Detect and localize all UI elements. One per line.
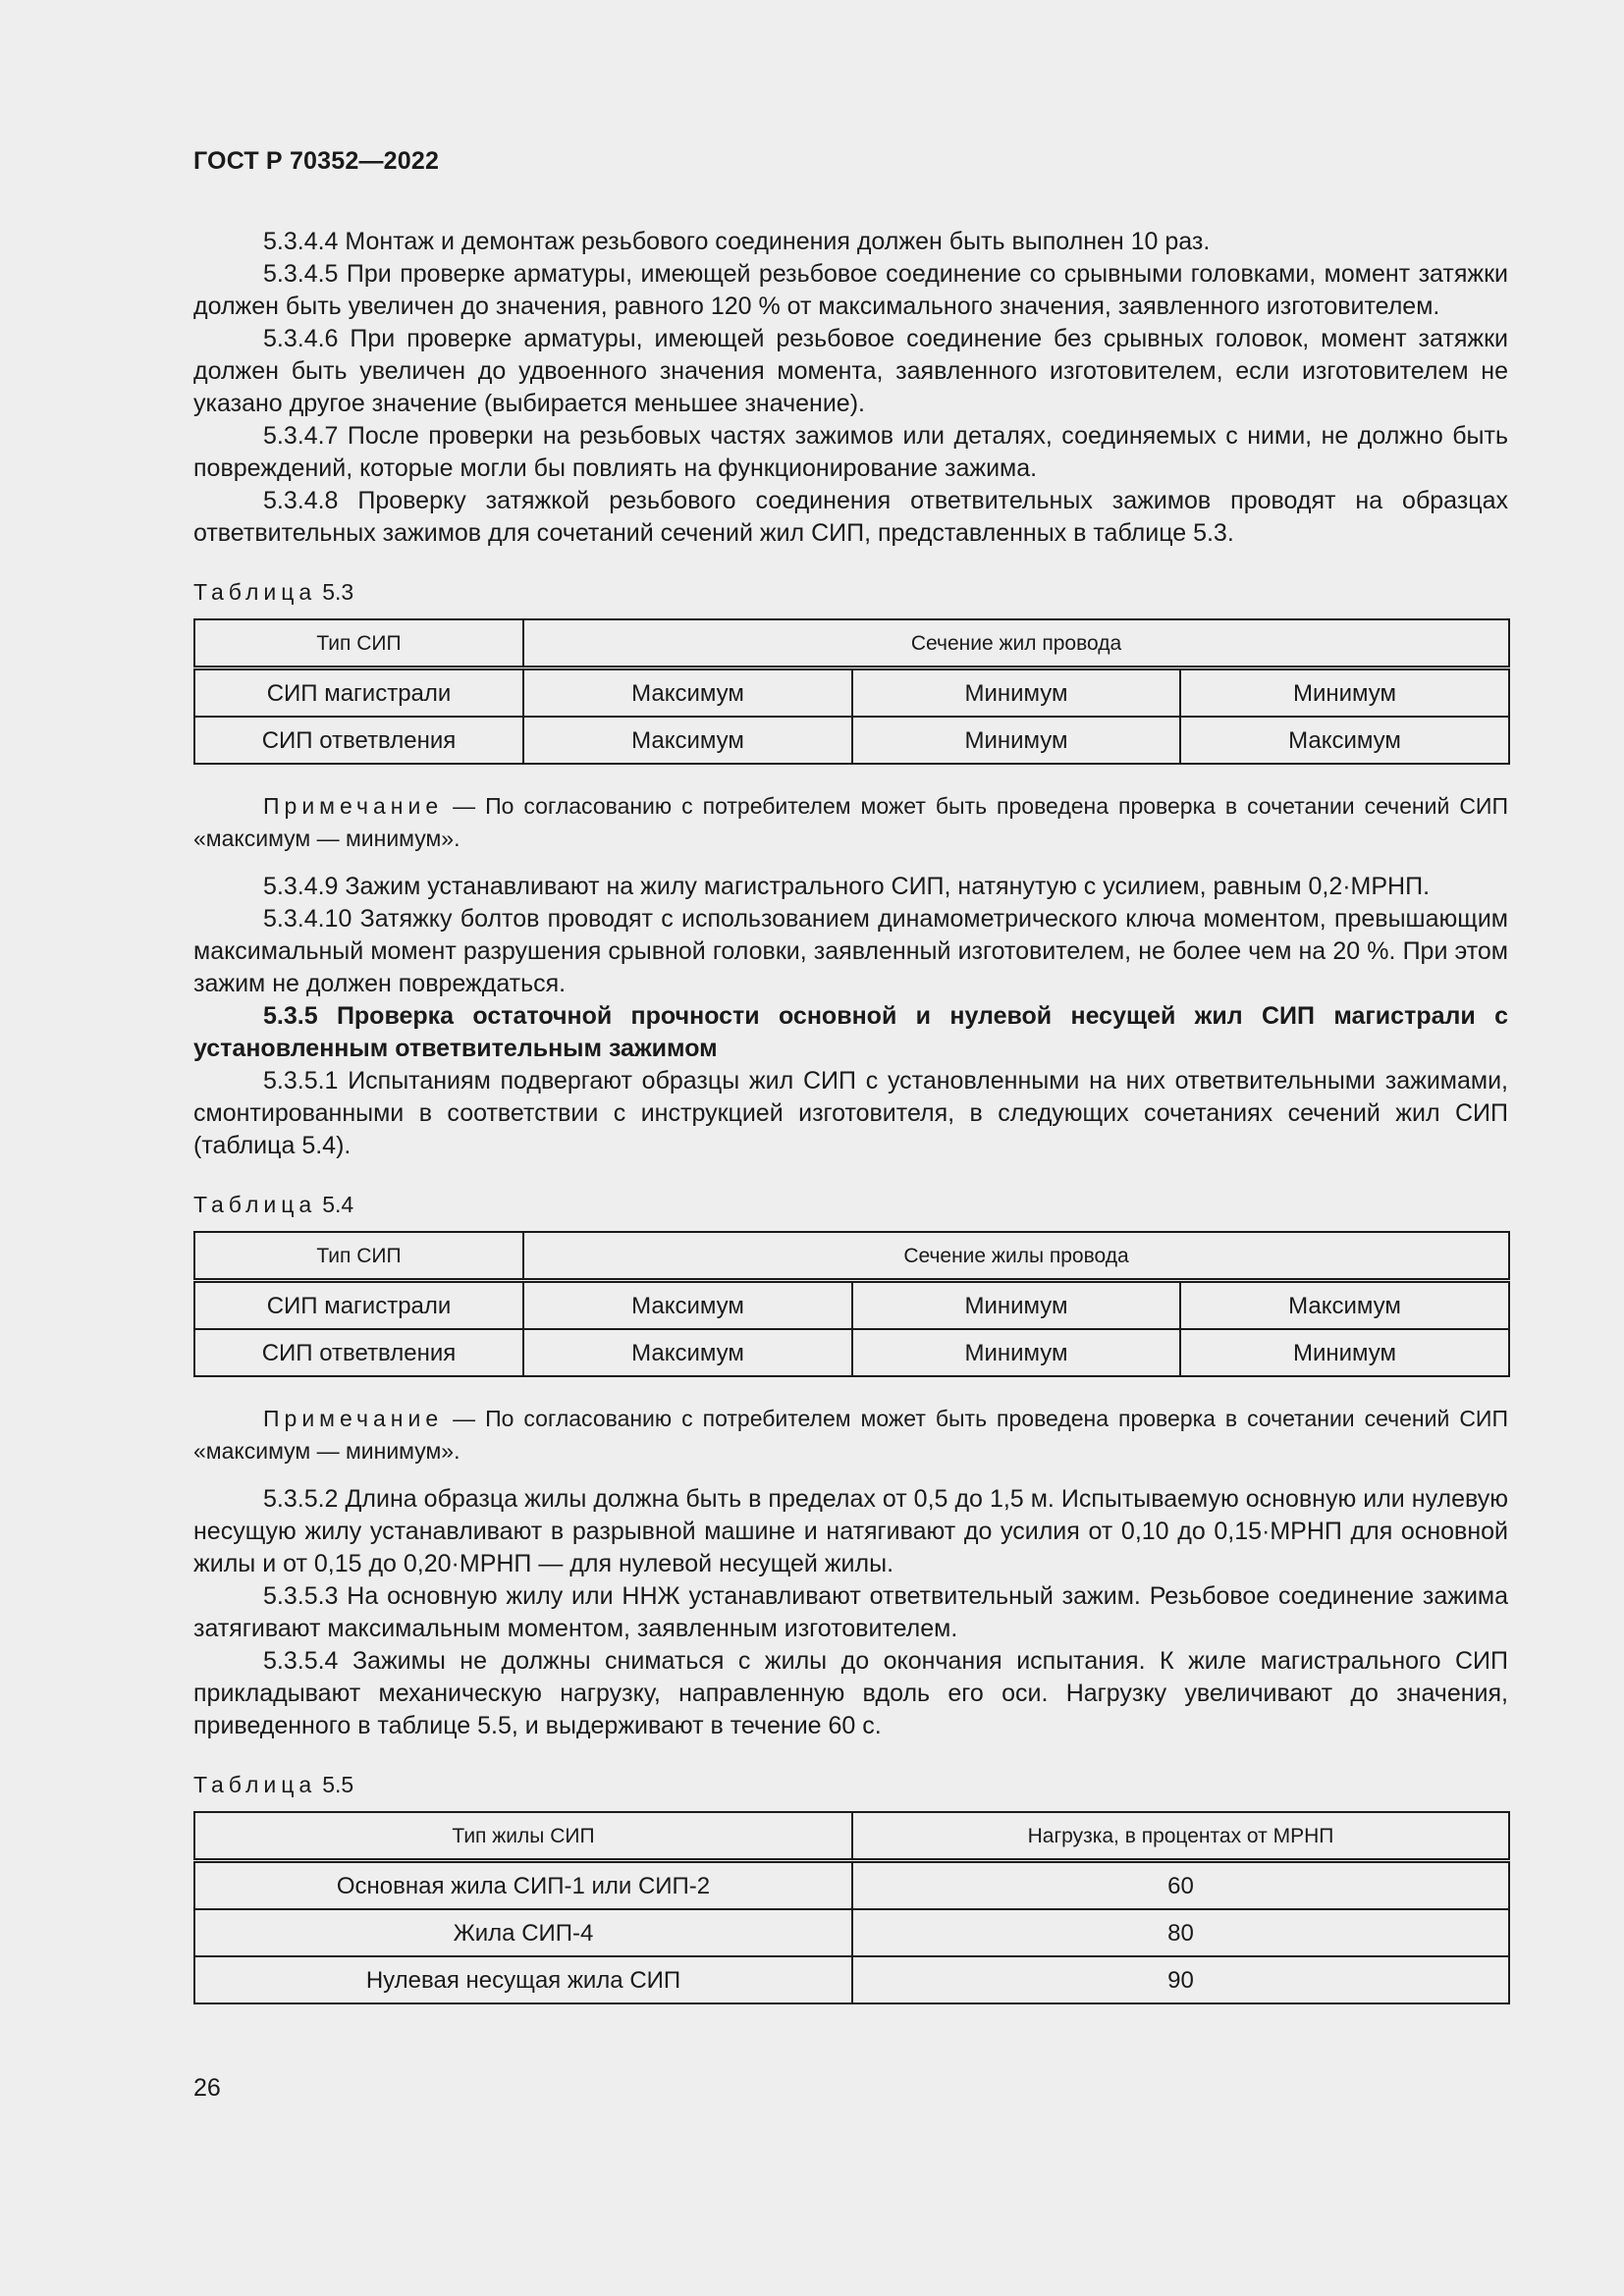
table-header-row — [194, 619, 1509, 668]
paragraph-5-3-4-4: 5.3.4.4 Монтаж и демонтаж резьбового соединения должен быть выполнен 10 раз. — [263, 228, 1211, 255]
document-header-title: ГОСТ Р 70352—2022 — [193, 147, 440, 175]
table-header-cell: Тип СИП — [194, 619, 523, 668]
table-5-3 — [193, 618, 1510, 765]
table-caption-number: 5.5 — [322, 1772, 354, 1797]
table-cell: 90 — [852, 1956, 1509, 2003]
note-label: Примечание — [263, 1406, 444, 1431]
document-body — [193, 226, 1508, 2004]
paragraph-5-3-4-9: 5.3.4.9 Зажим устанавливают на жилу магистрального СИП, натянутую с усилием, равным 0,2·МРНП. — [263, 873, 1431, 900]
paragraph-5-3-4-8: 5.3.4.8 Проверку затяжкой резьбового соединения ответвительных зажимов проводят на образцах ответвительных зажимов для сочетаний сечений жил СИП, представленных в таблице 5.3. — [193, 487, 1508, 547]
table-caption-word: Таблица — [193, 579, 317, 605]
table-cell: СИП магистрали — [194, 1281, 523, 1330]
section-heading-5-3-5: 5.3.5 Проверка остаточной прочности основной и нулевой несущей жил СИП магистрали с установленным ответвительным зажимом — [193, 1002, 1508, 1062]
table-5-3-caption — [193, 576, 1508, 609]
note-label: Примечание — [263, 793, 444, 819]
note-text: — По согласованию с потребителем может быть проведена проверка в сочетании сечений СИП «максимум — минимум». — [193, 1406, 1508, 1464]
table-cell: Минимум — [852, 1281, 1180, 1330]
table-caption-word: Таблица — [193, 1192, 317, 1217]
table-cell: Минимум — [852, 668, 1180, 718]
table-header-row — [194, 1812, 1509, 1861]
table-row — [194, 1956, 1509, 2003]
table-cell: Минимум — [1180, 668, 1509, 718]
table-cell: Максимум — [523, 1281, 852, 1330]
table-cell: Жила СИП-4 — [194, 1909, 852, 1956]
table-row — [194, 668, 1509, 718]
table-header-cell: Сечение жилы провода — [523, 1232, 1509, 1281]
table-cell: Максимум — [523, 717, 852, 764]
table-5-4-caption — [193, 1189, 1508, 1221]
paragraph-5-3-5-4: 5.3.5.4 Зажимы не должны сниматься с жилы до окончания испытания. К жиле магистрального СИП прикладывают механическую нагрузку, направленную вдоль его оси. Нагрузку увеличивают до значения, приведенного в таблице 5.5, и выдерживают в течение 60 с. — [193, 1647, 1508, 1739]
note-text: — По согласованию с потребителем может быть проведена проверка в сочетании сечений СИП «максимум — минимум». — [193, 793, 1508, 851]
table-cell: Основная жила СИП-1 или СИП-2 — [194, 1861, 852, 1910]
table-header-row — [194, 1232, 1509, 1281]
table-5-5 — [193, 1811, 1510, 2004]
table-caption-number: 5.4 — [322, 1192, 354, 1217]
paragraph-5-3-4-10: 5.3.4.10 Затяжку болтов проводят с использованием динамометрического ключа моментом, превышающим максимальный момент разрушения срывной головки, заявленный изготовителем, не более чем на 20 %. При этом зажим не должен повреждаться. — [193, 905, 1508, 997]
table-cell: Максимум — [523, 668, 852, 718]
table-cell: 60 — [852, 1861, 1509, 1910]
table-cell: Максимум — [523, 1329, 852, 1376]
table-caption-number: 5.3 — [322, 579, 354, 605]
table-header-cell: Тип СИП — [194, 1232, 523, 1281]
table-caption-word: Таблица — [193, 1772, 317, 1797]
paragraph-5-3-5-3: 5.3.5.3 На основную жилу или ННЖ устанавливают ответвительный зажим. Резьбовое соединение зажима затягивают максимальным моментом, заявленным изготовителем. — [193, 1582, 1508, 1642]
page-number: 26 — [193, 2074, 221, 2102]
table-cell: 80 — [852, 1909, 1509, 1956]
table-5-4-note — [193, 1403, 1508, 1468]
table-row — [194, 1329, 1509, 1376]
table-cell: СИП магистрали — [194, 668, 523, 718]
table-header-cell: Тип жилы СИП — [194, 1812, 852, 1861]
table-cell: Максимум — [1180, 717, 1509, 764]
table-cell: Минимум — [852, 717, 1180, 764]
table-cell: Максимум — [1180, 1281, 1509, 1330]
table-cell: Минимум — [852, 1329, 1180, 1376]
table-row — [194, 1861, 1509, 1910]
paragraph-5-3-5-2: 5.3.5.2 Длина образца жилы должна быть в пределах от 0,5 до 1,5 м. Испытываемую основную или нулевую несущую жилу устанавливают в разрывной машине и натягивают до усилия от 0,10 до 0,15·МРНП для основной жилы и от 0,15 до 0,20·МРНП — для нулевой несущей жилы. — [193, 1485, 1508, 1577]
paragraph-5-3-4-5: 5.3.4.5 При проверке арматуры, имеющей резьбовое соединение со срывными головками, момент затяжки должен быть увеличен до значения, равного 120 % от максимального значения, заявленного изготовителем. — [193, 260, 1508, 320]
paragraph-5-3-4-6: 5.3.4.6 При проверке арматуры, имеющей резьбовое соединение без срывных головок, момент затяжки должен быть увеличен до удвоенного значения момента, заявленного изготовителем, если изготовителем не указано другое значение (выбирается меньшее значение). — [193, 325, 1508, 417]
table-row — [194, 1909, 1509, 1956]
table-header-cell: Сечение жил провода — [523, 619, 1509, 668]
table-cell: Нулевая несущая жила СИП — [194, 1956, 852, 2003]
table-5-4 — [193, 1231, 1510, 1377]
paragraph-5-3-5-1: 5.3.5.1 Испытаниям подвергают образцы жил СИП с установленными на них ответвительными зажимами, смонтированными в соответствии с инструкцией изготовителя, в следующих сочетаниях сечений жил СИП (таблица 5.4). — [193, 1067, 1508, 1159]
table-cell: Минимум — [1180, 1329, 1509, 1376]
table-header-cell: Нагрузка, в процентах от МРНП — [852, 1812, 1509, 1861]
paragraph-5-3-4-7: 5.3.4.7 После проверки на резьбовых частях зажимов или деталях, соединяемых с ними, не должно быть повреждений, которые могли бы повлиять на функционирование зажима. — [193, 422, 1508, 482]
table-5-3-note — [193, 790, 1508, 855]
table-5-5-caption — [193, 1769, 1508, 1801]
table-cell: СИП ответвления — [194, 717, 523, 764]
table-cell: СИП ответвления — [194, 1329, 523, 1376]
table-row — [194, 717, 1509, 764]
table-row — [194, 1281, 1509, 1330]
